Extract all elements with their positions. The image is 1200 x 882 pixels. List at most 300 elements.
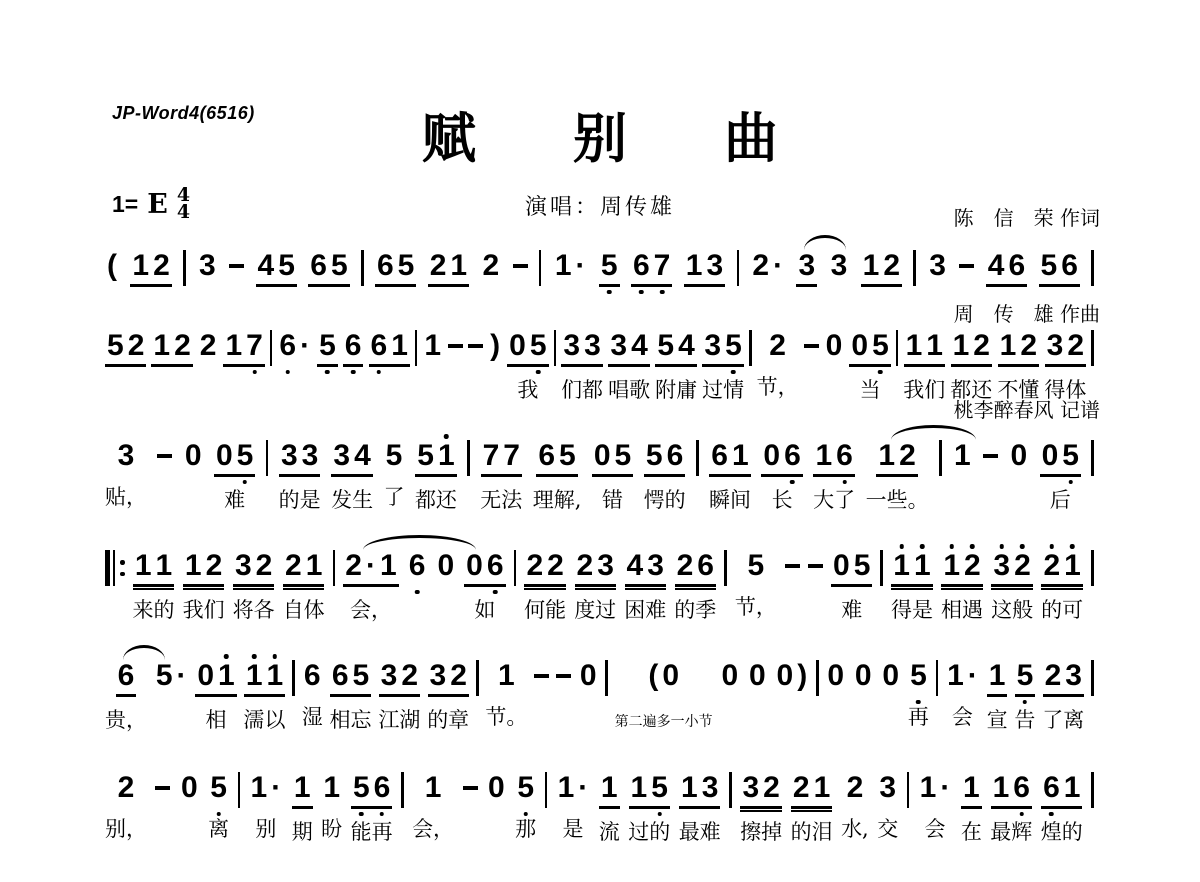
barline <box>936 660 939 696</box>
note-group <box>853 660 874 694</box>
dash-sustain <box>785 564 800 568</box>
note-token: 3 <box>879 771 897 804</box>
barline <box>539 250 542 286</box>
lyric: 错 <box>602 488 623 512</box>
note-token: 1 1 <box>904 330 945 367</box>
barline <box>1091 550 1094 586</box>
note-group <box>105 440 147 509</box>
barline <box>554 330 557 366</box>
note-group <box>197 250 218 284</box>
note-token: 0 1 <box>195 660 236 697</box>
lyric: 一些。 <box>865 488 929 512</box>
note-group <box>1091 550 1094 586</box>
note-group <box>249 772 284 841</box>
note-token: 5 2 <box>105 330 146 367</box>
note-token: 5 6 <box>351 772 392 809</box>
lyric: 何能 <box>524 598 567 622</box>
lyric: 濡以 <box>243 708 286 732</box>
note-token: ) <box>490 329 501 362</box>
note-group <box>476 660 479 696</box>
lyric: 最辉 <box>990 820 1033 844</box>
note-group <box>1091 660 1094 696</box>
note-group <box>480 250 501 284</box>
note-group <box>986 250 1027 287</box>
note-group <box>130 250 171 287</box>
barline <box>907 772 910 808</box>
note-token: ( <box>107 249 117 282</box>
score-line <box>105 250 1094 287</box>
barline <box>605 660 608 696</box>
lyric: 我 <box>517 378 539 402</box>
note-group <box>866 440 929 512</box>
note-group <box>539 250 542 286</box>
dash-sustain <box>534 674 549 678</box>
note-group <box>997 330 1039 402</box>
note-token: 0 <box>184 439 202 472</box>
note-token: 5 <box>910 659 927 692</box>
note-group <box>1044 330 1086 402</box>
key-signature <box>112 184 190 224</box>
note-group <box>918 772 953 841</box>
lyric: 别 <box>255 817 277 841</box>
lyric: 江湖 <box>378 708 421 732</box>
note-token: 3 <box>796 250 817 287</box>
note-group <box>757 330 799 399</box>
lyric: 难 <box>841 598 863 622</box>
lyric: 的季 <box>674 598 717 622</box>
barline <box>270 330 273 366</box>
lyric: 了离 <box>1042 708 1085 732</box>
note-token: 5 <box>517 771 534 804</box>
dash-sustain <box>463 786 478 790</box>
note-group <box>574 550 616 622</box>
watermark-label: JP-Word4(6516) <box>112 103 255 123</box>
note-token: 5 <box>317 330 338 367</box>
note-token: 4 3 <box>625 550 666 587</box>
lyric: 的泪 <box>790 820 833 844</box>
note-token: 1 · <box>947 659 978 692</box>
score-line <box>105 330 1094 402</box>
note-group <box>545 772 548 808</box>
note-token: 3 2 <box>428 660 469 697</box>
note-group <box>941 550 983 622</box>
note-group <box>468 330 483 348</box>
note-group <box>804 330 819 348</box>
score-line <box>105 772 1094 844</box>
note-group <box>891 550 933 622</box>
note-group <box>415 330 418 366</box>
lyric: 的是 <box>278 488 321 512</box>
note-token: 3 3 <box>279 440 320 477</box>
note-token: 2 <box>846 771 864 804</box>
note-token: 1 3 <box>684 250 725 287</box>
note-group <box>292 772 313 844</box>
lyric: 擦掉 <box>740 820 783 844</box>
note-group <box>155 772 170 790</box>
lyric: 节， <box>756 375 799 399</box>
barline <box>737 250 740 286</box>
lyric: 愕的 <box>643 488 686 512</box>
note-token: 2 · 1 <box>343 550 398 587</box>
note-group <box>427 660 469 732</box>
note-group <box>749 330 752 366</box>
note-token: 0 5 <box>214 440 255 477</box>
transcriber-credit: 桃李醉春风 记谱 <box>953 398 1100 422</box>
note-group <box>913 250 916 286</box>
note-group <box>775 660 810 694</box>
note-token: 5 <box>210 771 227 804</box>
note-token: 6 <box>408 549 426 582</box>
note-token: 3 <box>929 249 946 282</box>
note-group <box>183 250 186 286</box>
note-token: 1 · <box>554 249 586 282</box>
note-token: 1 <box>424 771 442 804</box>
lyric: 当 <box>859 378 881 402</box>
note-token: 2 <box>117 771 135 804</box>
note-group <box>266 440 269 476</box>
note-group <box>105 660 147 732</box>
note-token: 1 6 <box>991 772 1032 809</box>
note-group <box>533 440 582 512</box>
lyric: 我们 <box>903 378 946 402</box>
barline <box>913 250 916 286</box>
note-token: 1 · <box>919 771 951 804</box>
note-group <box>317 330 338 367</box>
note-group <box>480 440 522 512</box>
note-group <box>407 550 428 584</box>
note-token: 1 2 <box>130 250 171 287</box>
barline <box>729 772 732 808</box>
note-group <box>233 550 275 622</box>
note-group <box>861 250 902 287</box>
lyricist-credit: 陈 信 荣 作词 <box>953 206 1100 230</box>
note-token: 4 6 <box>986 250 1027 287</box>
note-group <box>903 330 945 402</box>
note-group <box>696 440 699 476</box>
barline <box>183 250 186 286</box>
note-group <box>959 250 974 268</box>
note-token: 2 1 <box>1041 550 1082 587</box>
note-group <box>534 660 549 678</box>
note-token: 6 5 <box>308 250 349 287</box>
note-group <box>1091 772 1094 808</box>
note-group <box>321 772 342 841</box>
note-token: 2 <box>199 329 217 362</box>
note-group <box>785 550 800 568</box>
lyric: 相遇 <box>941 598 984 622</box>
barline <box>1091 440 1094 476</box>
note-token: 6 1 <box>709 440 750 477</box>
note-group <box>877 772 898 841</box>
note-group <box>486 772 507 806</box>
note-group <box>983 440 998 458</box>
note-group <box>308 250 349 287</box>
note-group <box>467 440 470 476</box>
note-token: 1 <box>323 771 340 804</box>
lyric: 得是 <box>890 598 933 622</box>
barline <box>896 330 899 366</box>
note-group <box>578 660 599 694</box>
note-token: 1 2 <box>951 330 992 367</box>
note-group <box>351 772 393 844</box>
note-token: 0 <box>882 659 900 692</box>
note-group <box>1041 550 1083 622</box>
lyric: 的可 <box>1041 598 1084 622</box>
lyric: 瞬间 <box>708 488 751 512</box>
note-group <box>615 660 713 734</box>
note-group <box>513 250 528 268</box>
note-group <box>709 440 751 512</box>
barline <box>749 330 752 366</box>
note-token: 2 3 <box>575 550 616 587</box>
note-group <box>927 250 948 284</box>
note-token: 3 2 <box>991 550 1032 587</box>
note-token: 6 1 <box>1041 772 1082 809</box>
lyric: 那 <box>515 817 537 841</box>
note-token: 0 <box>854 659 872 692</box>
note-group <box>720 660 741 694</box>
lyric: 交 <box>877 817 899 841</box>
note-token: 5 <box>1015 660 1036 697</box>
note-group <box>907 772 910 808</box>
note-group <box>292 660 295 696</box>
lyric: 在 <box>960 820 982 844</box>
note-group <box>208 772 229 841</box>
note-token: 5 <box>385 439 403 472</box>
dash-sustain <box>448 344 463 348</box>
barline <box>292 660 295 696</box>
lyric: 得体 <box>1044 378 1087 402</box>
note-group <box>1039 250 1080 287</box>
note-token: 0 <box>1010 439 1028 472</box>
note-token: 6 5 <box>330 660 371 697</box>
note-group <box>463 772 478 790</box>
note-token: 1 2 <box>876 440 917 477</box>
note-token: 1 <box>987 660 1008 697</box>
lyric: 理解, <box>532 488 582 512</box>
note-group <box>592 440 633 512</box>
note-group <box>428 250 469 287</box>
note-group <box>448 330 463 348</box>
note-group <box>330 660 372 732</box>
note-group <box>488 330 502 364</box>
song-title: 赋别曲 <box>422 107 875 170</box>
note-token: 3 4 <box>608 330 649 367</box>
barline <box>1091 250 1094 286</box>
note-token: 5 <box>599 250 620 287</box>
note-token: 1 · <box>250 771 282 804</box>
note-token: 1 1 <box>891 550 932 587</box>
note-token: 1 6 <box>813 440 854 477</box>
note-token: 1 1 <box>244 660 285 697</box>
note-token: 1 2 <box>151 330 192 367</box>
note-group <box>154 660 189 694</box>
note-token: 3 <box>830 249 848 282</box>
note-group <box>1091 250 1094 286</box>
note-group <box>1040 440 1081 512</box>
note-group <box>105 550 125 586</box>
note-token: 3 2 <box>740 772 781 809</box>
lyric: 度过 <box>574 598 617 622</box>
barline <box>514 550 517 586</box>
note-token: 1 <box>961 772 982 809</box>
note-group <box>990 772 1032 844</box>
dash-sustain <box>468 344 483 348</box>
barline <box>880 550 883 586</box>
note-token: 1 <box>599 772 620 809</box>
repeat-start-sign <box>105 550 125 586</box>
composer-credit: 周 传 雄 作曲 <box>953 302 1100 326</box>
note-token: 5 4 <box>655 330 696 367</box>
lyric: 过的 <box>628 820 671 844</box>
note-group <box>361 250 364 286</box>
note-group <box>761 440 802 512</box>
note-token: 1 <box>498 659 515 692</box>
dash-sustain <box>513 264 528 268</box>
lyric: 将各 <box>232 598 275 622</box>
note-group <box>729 772 732 808</box>
note-token: 2 2 <box>524 550 565 587</box>
note-group <box>791 772 833 844</box>
note-token: 6 <box>343 330 364 367</box>
note-token: 2 1 <box>791 772 832 809</box>
note-group <box>608 330 650 402</box>
note-group <box>554 330 557 366</box>
note-group <box>343 550 398 622</box>
dash-sustain <box>808 564 823 568</box>
note-group <box>556 660 571 678</box>
note-token: 6 5 <box>536 440 577 477</box>
note-group <box>105 772 147 841</box>
lyric: 再 <box>907 705 929 729</box>
note-group <box>813 440 855 512</box>
note-token: 3 3 <box>561 330 602 367</box>
note-group <box>750 250 785 284</box>
note-group <box>244 660 286 732</box>
barline <box>939 440 942 476</box>
note-group <box>628 772 670 844</box>
note-token: 6 <box>116 660 137 697</box>
score-area <box>105 250 1094 882</box>
barline <box>696 440 699 476</box>
note-group <box>824 330 845 364</box>
note-group <box>831 550 872 622</box>
barline <box>1091 772 1094 808</box>
score-line <box>105 660 1094 734</box>
lyric: 唱歌 <box>608 378 651 402</box>
note-group <box>229 250 244 268</box>
note-token: 0 <box>180 771 198 804</box>
lyric: 无法 <box>480 488 523 512</box>
note-group <box>256 250 297 287</box>
barline <box>415 330 418 366</box>
lyric: 的章 <box>427 708 470 732</box>
note-group <box>270 330 273 366</box>
note-token: 0 <box>721 659 739 692</box>
note-token: 2 1 <box>283 550 324 587</box>
note-group <box>553 250 588 284</box>
note-group <box>735 550 777 619</box>
note-token: 3 2 <box>233 550 274 587</box>
note-token: 7 7 <box>481 440 522 477</box>
dash-sustain <box>959 264 974 268</box>
note-token: 2 3 <box>1043 660 1084 697</box>
lyric: 长 <box>771 488 793 512</box>
dash-sustain <box>983 454 998 458</box>
note-group <box>464 550 505 622</box>
note-token: 1 2 <box>861 250 902 287</box>
note-group <box>1041 772 1083 844</box>
lyric: 告 <box>1014 708 1036 732</box>
note-group <box>939 440 942 476</box>
note-token: 6 1 <box>369 330 410 367</box>
note-token: 5 <box>747 549 765 582</box>
note-token: 1 2 <box>183 550 224 587</box>
lyric: 来的 <box>132 598 175 622</box>
note-group <box>485 660 527 729</box>
lyric: 湿 <box>301 705 323 729</box>
note-token: 6 <box>303 659 321 692</box>
note-token: 0 <box>488 771 505 804</box>
barline <box>545 772 548 808</box>
note-token: 2 <box>769 329 786 362</box>
lyric: 贵， <box>105 708 147 732</box>
note-token: 0 5 <box>507 330 548 367</box>
barline <box>266 440 269 476</box>
note-group <box>605 660 608 696</box>
lyric: 是 <box>562 817 584 841</box>
score-line <box>105 440 1094 512</box>
lyric: 都还 <box>414 488 457 512</box>
note-group <box>401 772 404 808</box>
note-group <box>333 550 336 586</box>
note-token: 6 5 <box>375 250 416 287</box>
note-token: 1 2 <box>941 550 982 587</box>
note-token: 0 5 <box>592 440 633 477</box>
time-signature <box>176 184 191 223</box>
note-group <box>702 330 744 402</box>
note-token: 5 · <box>155 659 187 692</box>
note-token: 2 · <box>752 249 784 282</box>
note-group <box>105 250 119 284</box>
note-group <box>599 772 620 844</box>
note-group <box>151 330 192 367</box>
note-token: 0 6 <box>464 550 505 587</box>
note-group <box>384 440 405 509</box>
note-token: 5 6 <box>644 440 685 477</box>
note-token: 2 6 <box>675 550 716 587</box>
time-signature-numerator: 4 <box>176 184 191 206</box>
lyric: 附庸 <box>655 378 698 402</box>
dash-sustain <box>155 786 170 790</box>
dash-sustain <box>556 674 571 678</box>
note-group <box>183 440 204 474</box>
note-group <box>422 330 443 364</box>
note-token: ( 0 <box>648 659 680 692</box>
lyric: 别， <box>105 817 147 841</box>
note-token: 0 <box>749 659 766 692</box>
note-token: 1 <box>953 439 971 472</box>
note-token: 3 2 <box>379 660 420 697</box>
note-group <box>343 330 364 367</box>
note-group <box>991 550 1033 622</box>
barline <box>724 550 727 586</box>
lyric: 都还 <box>950 378 993 402</box>
note-group <box>631 250 672 287</box>
lyric: 相 <box>205 708 227 732</box>
barline <box>816 660 819 696</box>
lyric: 后 <box>1049 488 1071 512</box>
